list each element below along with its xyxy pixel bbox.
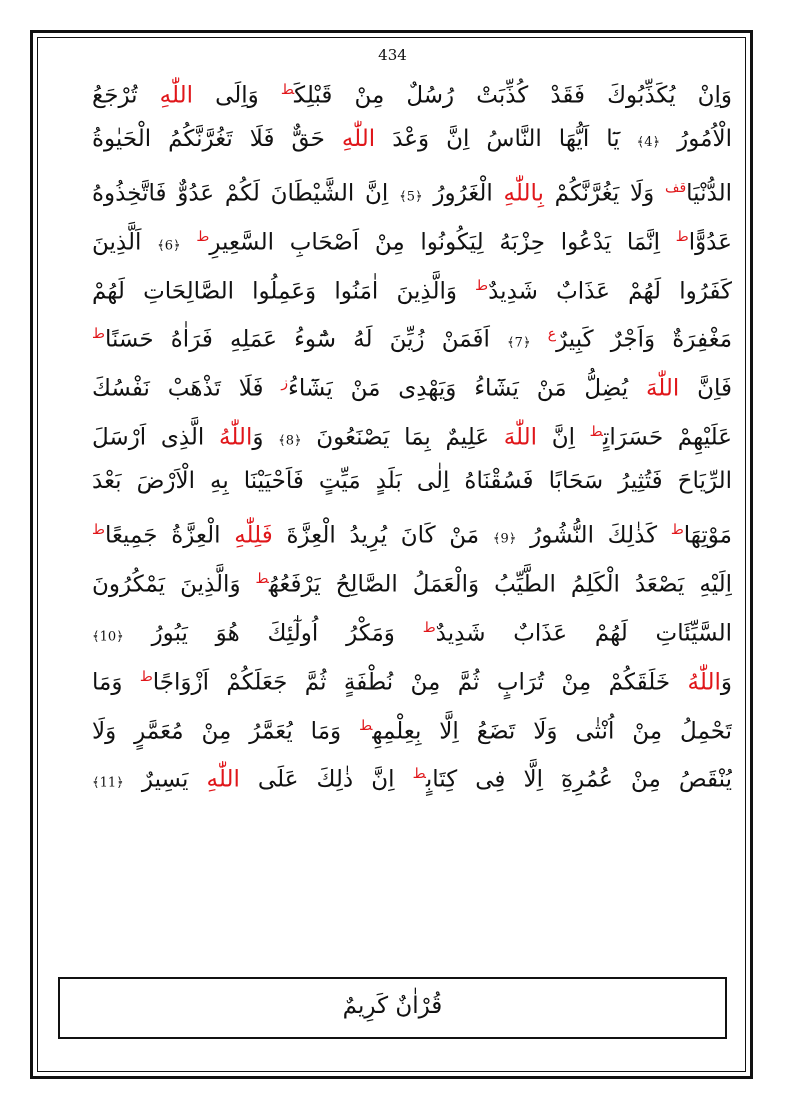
footer-title: قُرْاٰنٌ كَرِيمٌ: [342, 993, 443, 1019]
verse-text: اِنَّمَا يَدْعُوا حِزْبَهُ لِيَكُونُوا مِنْ اَصْحَابِ السَّعِيرِ: [209, 229, 676, 256]
divine-name: اللّٰهَ: [503, 424, 538, 451]
text-line: [92, 164, 732, 213]
verse-text: فَلَا تَذْهَبْ نَفْسُكَ: [92, 376, 282, 402]
divine-name: اللّٰهِ: [206, 767, 240, 794]
verse-text: وَاِلَى: [192, 82, 281, 109]
verse-text: كَذٰلِكَ النُّشُورُ: [516, 522, 671, 549]
divine-name: بِاللّٰهِ: [503, 180, 544, 207]
waqf-mark: ط: [422, 619, 436, 636]
waqf-mark: ط: [196, 228, 210, 245]
verse-text: [181, 229, 197, 255]
verse-text: وَالَّذِينَ يَمْكُرُونَ: [92, 571, 256, 598]
divine-name: فَلِلّٰهِ: [234, 522, 273, 549]
verse-text: اِنَّ: [537, 424, 590, 451]
waqf-mark: ط: [92, 522, 105, 539]
waqf-mark: ز: [281, 375, 289, 392]
verse-text: الْاُمُورُ: [660, 125, 732, 152]
text-line: [92, 408, 732, 457]
verse-text: يَٓا اَيُّهَا النَّاسُ اِنَّ وَعْدَ: [375, 125, 637, 152]
verse-text: يُضِلُّ مَنْ يَشَٓاءُ وَيَهْدِى مَنْ يَشَٓاءُ: [288, 376, 646, 402]
verse-text: كَفَرُوا لَهُمْ عَذَابٌ شَدِيدٌ: [488, 278, 732, 305]
waqf-mark: ع: [547, 326, 557, 343]
ayah-number: ﴿9﴾: [492, 531, 517, 547]
waqf-mark: ط: [139, 668, 153, 685]
verse-text: مَوْتِهَا: [683, 522, 732, 549]
ayah-number: ﴿8﴾: [278, 433, 302, 449]
verse-text: وَلَا يَغُرَّنَّكُمْ: [543, 180, 665, 207]
quran-text-block: [92, 66, 732, 799]
verse-text: الرِّيَاحَ فَتُثِيرُ سَحَابًا فَسُقْنَاهُ اِلٰى بَلَدٍ مَيِّتٍ فَاَحْيَيْنَا بِهِ الْاَرْضَ بَعْدَ: [92, 468, 732, 495]
text-line: [92, 702, 732, 751]
text-line: [92, 213, 732, 262]
waqf-mark: قف: [664, 179, 687, 196]
divine-name: اللّٰهِ: [341, 125, 376, 152]
verse-text: وَ: [252, 424, 279, 451]
text-line: [92, 359, 732, 408]
ayah-number: ﴿6﴾: [157, 238, 181, 254]
verse-text: وَمَا يُعَمَّرُ مِنْ مُعَمَّرٍ وَلَا: [92, 718, 360, 745]
divine-name: اللّٰهِ: [159, 82, 193, 109]
verse-text: [531, 327, 548, 353]
verse-text: مَغْفِرَةٌ وَاَجْرٌ كَبِيرٌ: [556, 327, 732, 354]
verse-text: عَلَيْهِمْ حَسَرَاتٍ: [602, 424, 732, 451]
verse-text: تُرْجَعُ: [92, 82, 160, 109]
verse-text: عَدُوًّا: [688, 229, 732, 256]
verse-text: مَنْ كَانَ يُرِيدُ الْعِزَّةَ: [272, 522, 493, 549]
verse-text: عَلِيمٌ بِمَا يَصْنَعُونَ: [301, 424, 504, 451]
verse-text: وَالَّذِينَ اٰمَنُوا وَعَمِلُوا الصَّالِحَاتِ لَهُمْ: [92, 278, 476, 305]
ayah-number: ﴿11﴾: [92, 776, 124, 792]
verse-text: وَ: [720, 669, 732, 696]
verse-text: حَقٌّ فَلَا تَغُرَّنَّكُمُ الْحَيٰوةُ: [92, 125, 342, 152]
text-line: [92, 310, 732, 359]
verse-text: الْغَرُورُ: [422, 180, 504, 207]
verse-text: يَسِيرٌ: [123, 767, 207, 794]
verse-text: الدُّنْيَا: [686, 180, 732, 207]
ayah-number: ﴿7﴾: [507, 336, 531, 352]
text-line: [92, 457, 732, 506]
verse-text: اِنَّ الشَّيْطَانَ لَكُمْ عَدُوٌّ فَاتَّخِذُوهُ: [92, 180, 400, 207]
text-line: [92, 66, 732, 115]
verse-text: وَمَكْرُ اُولٰٓئِكَ هُوَ يَبُورُ: [123, 620, 423, 647]
text-line: [92, 750, 732, 799]
verse-text: يُنْقَصُ مِنْ عُمُرِهِٓ اِلَّا فِى كِتَابٍ: [425, 767, 732, 794]
ayah-number: ﴿10﴾: [92, 629, 124, 645]
verse-text: اِنَّ ذٰلِكَ عَلَى: [239, 767, 413, 794]
verse-text: السَّيِّئَاتِ لَهُمْ عَذَابٌ شَدِيدٌ: [435, 620, 732, 647]
text-line: [92, 115, 732, 164]
text-line: [92, 604, 732, 653]
waqf-mark: ط: [280, 82, 295, 98]
text-line: [92, 653, 732, 702]
ayah-number: ﴿4﴾: [636, 134, 661, 150]
text-line: [92, 506, 732, 555]
divine-name: اللّٰهَ: [645, 376, 680, 402]
waqf-mark: ط: [359, 717, 373, 734]
waqf-mark: ط: [255, 570, 269, 587]
waqf-mark: ط: [412, 766, 426, 783]
page-number: 434: [378, 46, 407, 64]
ayah-number: ﴿5﴾: [399, 189, 423, 205]
verse-text: اَفَمَنْ زُيِّنَ لَهُ سُٓوءُ عَمَلِهِ فَرَاٰهُ حَسَنًا: [104, 327, 508, 354]
verse-text: خَلَقَكُمْ مِنْ تُرَابٍ ثُمَّ مِنْ نُطْفَةٍ ثُمَّ جَعَلَكُمْ اَزْوَاجًا: [152, 669, 688, 696]
waqf-mark: ط: [475, 277, 489, 294]
text-line: [92, 555, 732, 604]
waqf-mark: ط: [675, 228, 689, 245]
verse-text: فَاِنَّ: [679, 376, 732, 402]
verse-text: الَّذِى اَرْسَلَ: [92, 424, 219, 451]
waqf-mark: ط: [670, 522, 684, 539]
waqf-mark: ط: [589, 424, 603, 441]
waqf-mark: ط: [92, 326, 105, 343]
verse-text: الْعِزَّةُ جَمِيعًا: [104, 522, 235, 549]
footer-box: [58, 977, 727, 1039]
divine-name: اللّٰهُ: [687, 669, 721, 696]
verse-text: وَمَا: [92, 669, 140, 696]
divine-name: اللّٰهُ: [218, 424, 253, 451]
verse-text: اِلَيْهِ يَصْعَدُ الْكَلِمُ الطَّيِّبُ وَالْعَمَلُ الصَّالِحُ يَرْفَعُهُ: [268, 571, 732, 598]
text-line: [92, 262, 732, 311]
verse-text: وَاِنْ يُكَذِّبُوكَ فَقَدْ كُذِّبَتْ رُسُلٌ مِنْ قَبْلِكَ: [294, 82, 732, 109]
verse-text: اَلَّذِينَ: [92, 229, 158, 256]
verse-text: تَحْمِلُ مِنْ اُنْثٰى وَلَا تَضَعُ اِلَّا بِعِلْمِهِ: [372, 718, 732, 745]
